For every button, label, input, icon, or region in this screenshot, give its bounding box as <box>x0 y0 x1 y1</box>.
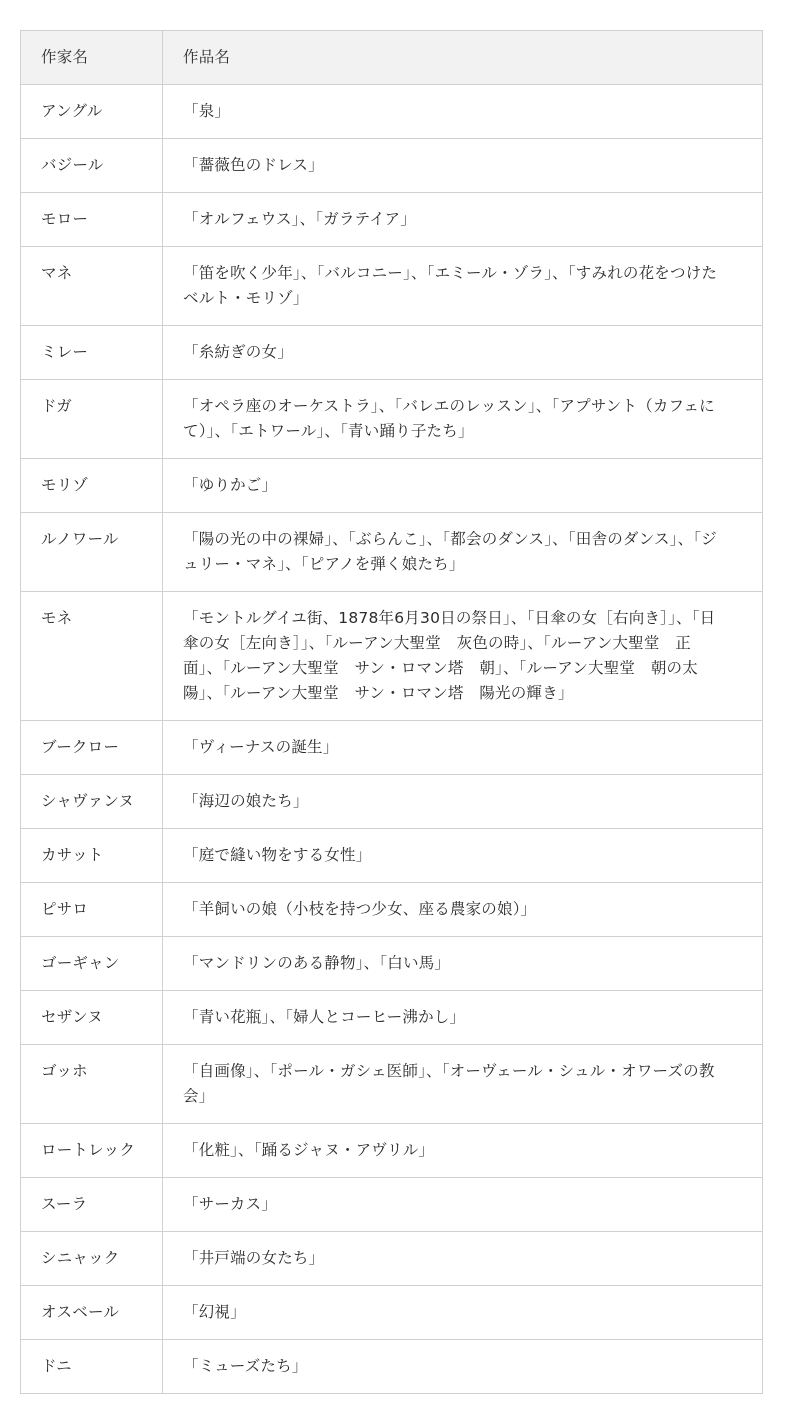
artist-name-cell: オスベール <box>21 1286 163 1340</box>
artist-name-cell: ミレー <box>21 326 163 380</box>
table-row <box>21 592 763 721</box>
artist-name-cell: シニャック <box>21 1232 163 1286</box>
artist-name-cell: ロートレック <box>21 1124 163 1178</box>
artist-name-cell: マネ <box>21 247 163 326</box>
works-cell: 「ミューズたち」 <box>163 1340 763 1394</box>
works-cell: 「幻視」 <box>163 1286 763 1340</box>
table-row <box>21 721 763 775</box>
works-cell: 「井戸端の女たち」 <box>163 1232 763 1286</box>
artist-name-cell: ドニ <box>21 1340 163 1394</box>
table-row <box>21 937 763 991</box>
table-row <box>21 1124 763 1178</box>
works-column-header: 作品名 <box>163 31 763 85</box>
table-row <box>21 247 763 326</box>
works-cell: 「笛を吹く少年」、「バルコニー」、「エミール・ゾラ」、「すみれの花をつけたベルト・モリゾ」 <box>163 247 763 326</box>
works-cell: 「青い花瓶」、「婦人とコーヒー沸かし」 <box>163 991 763 1045</box>
table-row <box>21 775 763 829</box>
artist-name-cell: モリゾ <box>21 459 163 513</box>
artist-name-cell: カサット <box>21 829 163 883</box>
table-row <box>21 1178 763 1232</box>
works-cell: 「海辺の娘たち」 <box>163 775 763 829</box>
table-row <box>21 193 763 247</box>
works-cell: 「マンドリンのある静物」、「白い馬」 <box>163 937 763 991</box>
table-row <box>21 883 763 937</box>
works-cell: 「化粧」、「踊るジャヌ・アヴリル」 <box>163 1124 763 1178</box>
table-header <box>21 31 763 85</box>
table-row <box>21 326 763 380</box>
works-cell: 「オルフェウス」、「ガラテイア」 <box>163 193 763 247</box>
artist-name-cell: アングル <box>21 85 163 139</box>
artist-name-cell: モロー <box>21 193 163 247</box>
artist-name-cell: スーラ <box>21 1178 163 1232</box>
works-cell: 「モントルグイユ街、1878年6月30日の祭日」、「日傘の女［右向き］」、「日傘の女［左向き］」、「ルーアン大聖堂 灰色の時」、「ルーアン大聖堂 正面」、「ルーアン大聖堂 サン・ロマン塔 朝」、「ルーアン大聖堂 朝の太陽」、「ルーアン大聖堂 サン・ロマン塔 陽光の輝き」 <box>163 592 763 721</box>
table-row <box>21 380 763 459</box>
table-row <box>21 1232 763 1286</box>
works-cell: 「オペラ座のオーケストラ」、「バレエのレッスン」、「アプサント（カフェにて）」、「エトワール」、「青い踊り子たち」 <box>163 380 763 459</box>
works-cell: 「羊飼いの娘（小枝を持つ少女、座る農家の娘）」 <box>163 883 763 937</box>
works-cell: 「糸紡ぎの女」 <box>163 326 763 380</box>
works-cell: 「自画像」、「ポール・ガシェ医師」、「オーヴェール・シュル・オワーズの教会」 <box>163 1045 763 1124</box>
artist-name-cell: ドガ <box>21 380 163 459</box>
works-cell: 「ヴィーナスの誕生」 <box>163 721 763 775</box>
works-cell: 「サーカス」 <box>163 1178 763 1232</box>
artist-column-header: 作家名 <box>21 31 163 85</box>
artworks-table <box>20 30 763 1394</box>
artist-name-cell: モネ <box>21 592 163 721</box>
table-row <box>21 829 763 883</box>
works-cell: 「陽の光の中の裸婦」、「ぶらんこ」、「都会のダンス」、「田舎のダンス」、「ジュリー・マネ」、「ピアノを弾く娘たち」 <box>163 513 763 592</box>
artist-name-cell: シャヴァンヌ <box>21 775 163 829</box>
table-row <box>21 1286 763 1340</box>
artist-name-cell: セザンヌ <box>21 991 163 1045</box>
table-row <box>21 1045 763 1124</box>
artist-name-cell: ゴッホ <box>21 1045 163 1124</box>
artist-name-cell: ルノワール <box>21 513 163 592</box>
table-row <box>21 1340 763 1394</box>
table-row <box>21 513 763 592</box>
artist-name-cell: ブークロー <box>21 721 163 775</box>
table-row <box>21 85 763 139</box>
artist-name-cell: ピサロ <box>21 883 163 937</box>
works-cell: 「庭で縫い物をする女性」 <box>163 829 763 883</box>
table-row <box>21 459 763 513</box>
works-cell: 「ゆりかご」 <box>163 459 763 513</box>
artist-name-cell: ゴーギャン <box>21 937 163 991</box>
works-cell: 「薔薇色のドレス」 <box>163 139 763 193</box>
table-row <box>21 139 763 193</box>
artworks-table-container <box>20 30 762 1394</box>
table-body <box>21 85 763 1394</box>
artist-name-cell: バジール <box>21 139 163 193</box>
works-cell: 「泉」 <box>163 85 763 139</box>
table-row <box>21 991 763 1045</box>
table-header-row <box>21 31 763 85</box>
